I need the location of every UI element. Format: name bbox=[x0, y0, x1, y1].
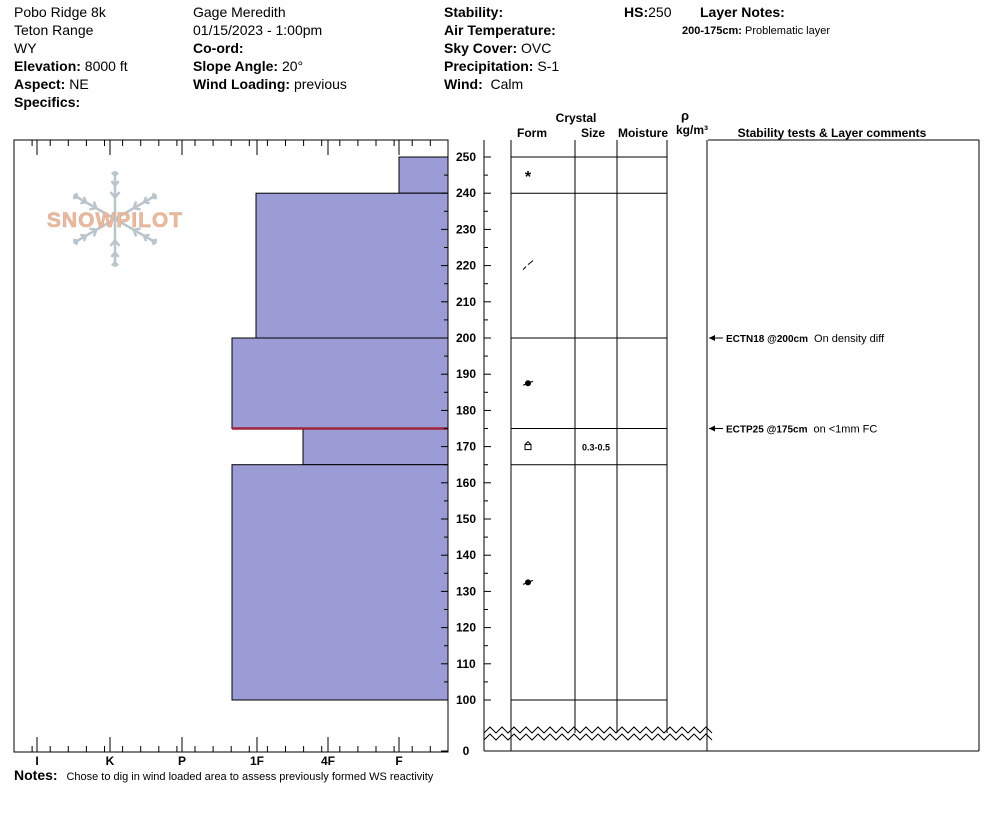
hardness-label-f: F bbox=[395, 754, 403, 768]
air-temp-label: Air Temperature: bbox=[444, 22, 556, 38]
coord-label: Co-ord: bbox=[193, 40, 244, 56]
layer-table bbox=[484, 140, 979, 751]
arrow-head-icon bbox=[709, 426, 715, 432]
snowpilot-logo bbox=[47, 171, 183, 267]
hardness-label-p: P bbox=[177, 754, 187, 768]
moisture-header: Moisture bbox=[617, 126, 669, 140]
notes-text: Chose to dig in wind loaded area to assess previously formed WS reactivity bbox=[66, 771, 434, 783]
datetime: 01/15/2023 - 1:00pm bbox=[193, 22, 323, 38]
rounded-icon bbox=[523, 380, 533, 386]
depth-label-150: 150 bbox=[455, 512, 477, 526]
test-comment: On density diff bbox=[814, 333, 885, 345]
hardness-label-i: I bbox=[35, 754, 39, 768]
hs-value: 250 bbox=[648, 4, 672, 20]
hardness-bar-0 bbox=[399, 157, 448, 193]
test-code: ECTN18 @200cm bbox=[726, 334, 809, 345]
density-unit: kg/m³ bbox=[675, 123, 709, 137]
notes-label: Notes: bbox=[14, 767, 58, 783]
mountain-range: Teton Range bbox=[14, 22, 94, 38]
layer-notes-label: Layer Notes: bbox=[700, 4, 785, 20]
depth-label-190: 190 bbox=[455, 367, 477, 382]
depth-label-200: 200 bbox=[455, 331, 477, 345]
hardness-bar-1 bbox=[256, 193, 448, 338]
logo-text: SNOWPILOT bbox=[46, 209, 184, 232]
wind-value: Calm bbox=[490, 76, 524, 92]
precip-label: Precipitation: bbox=[444, 58, 534, 74]
specifics-label: Specifics: bbox=[14, 94, 81, 110]
stability-tests bbox=[709, 333, 885, 436]
hardness-bar-3 bbox=[303, 429, 448, 465]
depth-label-120: 120 bbox=[455, 620, 477, 635]
faceted-icon bbox=[525, 442, 531, 450]
observer: Gage Meredith bbox=[193, 4, 286, 20]
precip-value: S-1 bbox=[537, 58, 560, 74]
hardness-label-1f: 1F bbox=[249, 754, 265, 768]
decomposing-icon bbox=[523, 261, 533, 270]
aspect-value: NE bbox=[69, 76, 89, 92]
layer-note-range: 200-175cm: bbox=[682, 25, 742, 37]
slope-label: Slope Angle: bbox=[193, 58, 279, 74]
depth-label-160: 160 bbox=[455, 475, 477, 490]
notes bbox=[14, 767, 433, 785]
hardness-bar-4 bbox=[232, 465, 448, 700]
sky-value: OVC bbox=[521, 40, 552, 56]
crystal-sizes bbox=[582, 443, 610, 453]
depth-label-240: 240 bbox=[455, 186, 477, 201]
svg-text:*: * bbox=[524, 169, 532, 187]
depth-label-210: 210 bbox=[455, 294, 477, 309]
state: WY bbox=[14, 40, 37, 56]
stability-header: Stability tests & Layer comments bbox=[737, 126, 927, 140]
arrow-head-icon bbox=[709, 335, 715, 341]
hardness-labels bbox=[35, 754, 402, 768]
size-header: Size bbox=[580, 126, 606, 140]
sky-label: Sky Cover: bbox=[444, 40, 518, 56]
depth-labels bbox=[456, 150, 476, 758]
depth-label-140: 140 bbox=[455, 548, 477, 563]
location-name: Pobo Ridge 8k bbox=[14, 4, 106, 20]
elevation-label: Elevation: bbox=[14, 58, 81, 74]
density-symbol: ρ bbox=[680, 108, 690, 123]
wind-loading-label: Wind Loading: bbox=[193, 76, 291, 92]
depth-label-220: 220 bbox=[455, 258, 477, 273]
break-line-lower bbox=[484, 734, 712, 740]
depth-label-100: 100 bbox=[455, 693, 477, 707]
depth-label-0: 0 bbox=[462, 744, 470, 758]
test-code: ECTP25 @175cm bbox=[726, 424, 808, 436]
slope-value: 20° bbox=[281, 58, 304, 74]
wind-loading-value: previous bbox=[293, 76, 347, 92]
test-comment: on <1mm FC bbox=[813, 423, 878, 436]
new-snow-icon bbox=[525, 169, 532, 186]
stability-test-0 bbox=[709, 333, 885, 345]
axis-break bbox=[484, 727, 712, 740]
depth-label-250: 250 bbox=[455, 150, 477, 164]
depth-label-230: 230 bbox=[455, 222, 477, 237]
hardness-label-4f: 4F bbox=[320, 754, 336, 768]
break-line-upper bbox=[484, 727, 712, 733]
elevation-value: 8000 ft bbox=[84, 58, 128, 74]
aspect-label: Aspect: bbox=[14, 76, 66, 92]
depth-label-130: 130 bbox=[455, 584, 477, 599]
wind-label: Wind: bbox=[444, 76, 483, 92]
depth-label-180: 180 bbox=[455, 403, 477, 418]
hs-label: HS: bbox=[624, 4, 649, 20]
hardness-bar-2 bbox=[232, 338, 448, 429]
crystal-size-3: 0.3-0.5 bbox=[581, 442, 611, 453]
form-header: Form bbox=[517, 126, 547, 140]
stability-label: Stability: bbox=[444, 4, 504, 20]
crystal-header: Crystal bbox=[555, 111, 597, 125]
hardness-label-k: K bbox=[105, 754, 115, 768]
depth-label-170: 170 bbox=[455, 439, 477, 454]
crystal-forms bbox=[523, 169, 533, 585]
stability-test-1 bbox=[709, 424, 877, 436]
depth-label-110: 110 bbox=[456, 656, 476, 671]
layer-note-text: Problematic layer bbox=[745, 25, 830, 37]
rounded-icon bbox=[523, 579, 533, 585]
